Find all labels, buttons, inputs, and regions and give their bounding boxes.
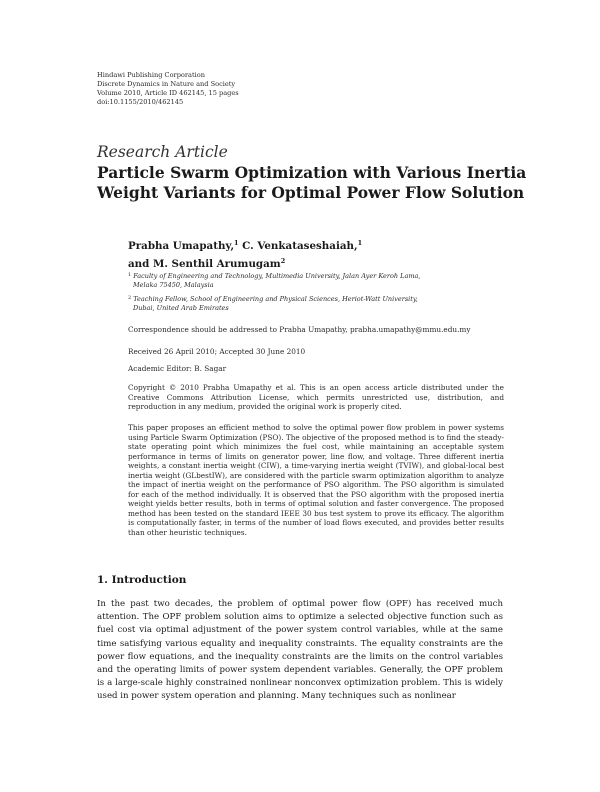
author-name: C. Venkataseshaiah, — [242, 240, 358, 252]
author-name: M. Senthil Arumugam — [152, 257, 281, 270]
author-connector: and — [128, 257, 150, 270]
journal-name: Discrete Dynamics in Nature and Society — [97, 79, 236, 88]
affiliation-text: Faculty of Engineering and Technology, Multimedia University, Jalan Ayer Keroh Lama, — [133, 272, 421, 280]
affiliation-number: 2 — [128, 294, 132, 301]
affiliation — [128, 294, 498, 314]
academic-editor: Academic Editor: B. Sagar — [128, 364, 227, 373]
affiliations — [128, 271, 498, 317]
section-heading: 1. Introduction — [97, 574, 187, 586]
affiliation-text: Dubai, United Arab Emirates — [133, 304, 229, 313]
title-line: Particle Swarm Optimization with Various Inertia — [97, 163, 527, 182]
doi: doi:10.1155/2010/462145 — [97, 97, 184, 106]
volume-info: Volume 2010, Article ID 462145, 15 pages — [97, 88, 239, 97]
journal-header — [97, 71, 239, 107]
affiliation-marker: 1 — [234, 239, 239, 247]
abstract: This paper proposes an efficient method to solve the optimal power flow problem in power systems using Particle Swarm Optimization (PSO). The objective of the proposed method is to find the steady-state operating point which minimizes the fuel cost, while maintaining an acceptable system performance in terms of limits on generator power, line flow, and voltage. Three different inertia weights, a constant inertia weight (CIW), a time-varying inertia weight (TVIW), and global-local best inertia weight (GLbestIW), are considered with the particle swarm optimization algorithm to analyze the impact of inertia weight on the performance of PSO algorithm. The PSO algorithm is simulated for each of the method individually. It is observed that the PSO algorithm with the proposed inertia weight yields better results, both in terms of optimal solution and faster convergence. The proposed method has been tested on the standard IEEE 30 bus test system to prove its efficacy. The algorithm is computationally faster, in terms of the number of load flows executed, and provides better results than other heuristic techniques. — [128, 423, 504, 538]
author-list — [128, 236, 508, 271]
copyright-notice: Copyright © 2010 Prabha Umapathy et al. This is an open access article distributed under the Creative Commons Attribution License, which permits unrestricted use, distribution, and reproduction in any medium, provided the original work is properly cited. — [128, 383, 504, 412]
affiliation-number: 1 — [128, 272, 132, 278]
article-type: Research Article — [97, 143, 228, 161]
publisher-name: Hindawi Publishing Corporation — [97, 71, 205, 79]
affiliation-marker: 2 — [280, 256, 286, 265]
title-line: Weight Variants for Optimal Power Flow Solution — [97, 183, 525, 202]
received-accepted-dates: Received 26 April 2010; Accepted 30 June 2010 — [128, 347, 306, 356]
article-title — [97, 163, 527, 203]
affiliation-marker: 1 — [357, 239, 363, 247]
affiliation-text: Teaching Fellow, School of Engineering and Physical Sciences, Heriot-Watt University, — [133, 294, 418, 303]
affiliation — [128, 271, 498, 291]
author-name: Prabha Umapathy, — [128, 240, 235, 252]
introduction-paragraph: In the past two decades, the problem of optimal power flow (OPF) has received much attention. The OPF problem solution aims to optimize a selected objective function such as fuel cost via optimal adjustment of the power system control variables, while at the same time satisfying various equality and inequality constraints. The equality constraints are the power flow equations, and the inequality constraints are the limits on the control variables and the operating limits of power system dependent variables. Generally, the OPF problem is a large-scale highly constrained nonlinear nonconvex optimization problem. This is widely used in power system operation and planning. Many techniques such as nonlinear — [97, 599, 503, 702]
affiliation-text: Melaka 75450, Malaysia — [133, 281, 214, 290]
correspondence: Correspondence should be addressed to Prabha Umapathy, prabha.umapathy@mmu.edu.my — [128, 325, 471, 334]
